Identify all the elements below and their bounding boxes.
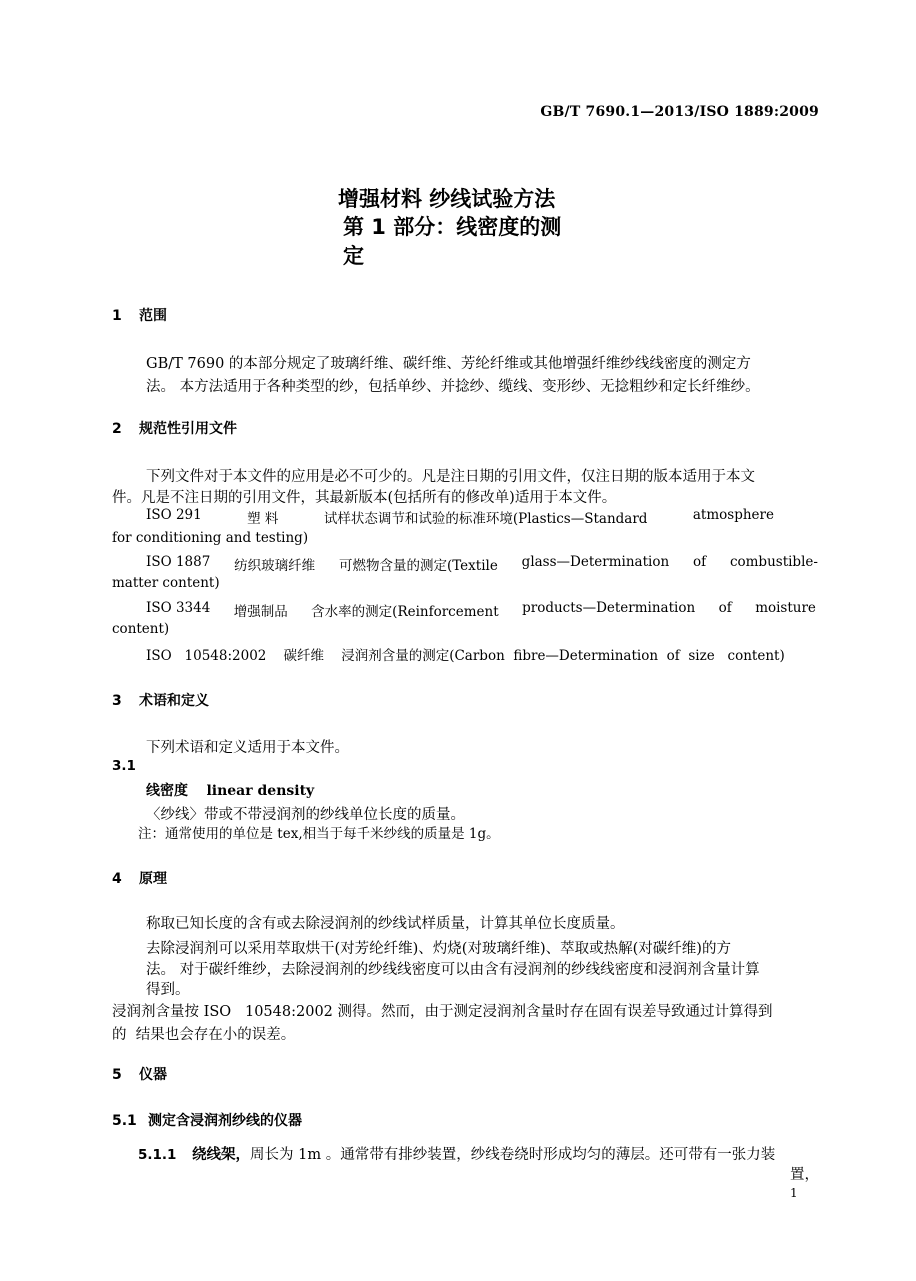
item-number: 5.1.1 (138, 1147, 177, 1163)
reference-code: ISO 1887 (146, 554, 211, 570)
principle-paragraph-3-line-2: 的 结果也会存在小的误差。 (112, 1027, 296, 1043)
section-heading-principle (112, 868, 167, 888)
principle-paragraph-2-line-3: 得到。 (146, 982, 190, 998)
reference-title: products—Determination (522, 600, 696, 616)
term-definition: 〈纱线〉带或不带浸润剂的纱线单位长度的质量。 (146, 807, 465, 823)
reference-title-zh: 增强制品 (233, 604, 288, 620)
reference-iso-1887-cont: matter content) (112, 575, 220, 591)
reference-iso-291 (146, 507, 774, 527)
term-number: 3.1 (112, 758, 136, 774)
term-en: linear density (206, 783, 315, 799)
item-5-1-1-cont: 置， (790, 1167, 819, 1183)
terms-intro: 下列术语和定义适用于本文件。 (146, 740, 349, 756)
reference-iso-3344 (146, 600, 816, 620)
reference-iso-3344-cont: content) (112, 621, 170, 637)
section-heading-apparatus (112, 1064, 167, 1084)
reference-title: atmosphere (692, 507, 774, 523)
reference-title: glass—Determination (521, 554, 670, 570)
reference-title: 试样状态调节和试验的标准环境(Plastics—Standard (323, 511, 648, 527)
subsection-heading-5-1 (112, 1110, 302, 1130)
reference-iso-291-cont: for conditioning and testing) (112, 530, 309, 546)
section-heading-scope (112, 305, 167, 325)
reference-title: of (718, 600, 732, 616)
section-number: 3 (112, 693, 122, 709)
reference-title: 可燃物含量的测定(Textile (338, 558, 498, 574)
section-number: 4 (112, 871, 122, 887)
reference-iso-1887 (146, 554, 818, 574)
section-title: 术语和定义 (139, 693, 209, 709)
reference-title-zh: 纺织玻璃纤维 (234, 558, 316, 574)
principle-paragraph-2-line-2: 法。 对于碳纤维纱，去除浸润剂的纱线线密度可以由含有浸润剂的纱线线密度和浸润剂含量计算 (146, 962, 760, 978)
principle-paragraph-1: 称取已知长度的含有或去除浸润剂的纱线试样质量，计算其单位长度质量。 (146, 916, 625, 932)
principle-paragraph-3-line-1: 浸润剂含量按 ISO 10548:2002 测得。然而，由于测定浸润剂含量时存在固有误差导致通过计算得到 (112, 1004, 773, 1020)
section-number: 5 (112, 1067, 122, 1083)
section-number: 1 (112, 308, 122, 324)
reference-code: ISO 3344 (146, 600, 211, 616)
term-note: 注：通常使用的单位是 tex,相当于每千米纱线的质量是 1g。 (138, 826, 500, 842)
section-number: 2 (112, 421, 122, 437)
section-title: 仪器 (139, 1067, 167, 1083)
item-5-1-1 (138, 1143, 775, 1164)
section-title: 范围 (139, 308, 167, 324)
references-intro-line-2: 件。凡是不注日期的引用文件，其最新版本(包括所有的修改单)适用于本文件。 (112, 490, 617, 506)
reference-title: of (692, 554, 707, 570)
reference-title: moisture (755, 600, 816, 616)
references-intro-line-1: 下列文件对于本文件的应用是必不可少的。凡是注日期的引用文件，仅注日期的版本适用于本文 (146, 469, 755, 485)
document-title-line-2: 第 1 部分：线密度的测 (343, 215, 562, 239)
document-title-line-3: 定 (343, 244, 364, 268)
reference-title: combustible- (729, 554, 818, 570)
section-heading-terms (112, 690, 209, 710)
standard-number: GB/T 7690.1—2013/ISO 1889:2009 (540, 104, 819, 120)
item-term: 绕线架， (192, 1147, 250, 1163)
reference-iso-10548: ISO 10548:2002 碳纤维 浸润剂含量的测定(Carbon fibre—Determination of size content) (146, 648, 785, 664)
section-title: 原理 (139, 871, 167, 887)
term-entry (146, 780, 314, 800)
document-title-line-1: 增强材料 纱线试验方法 (338, 187, 556, 211)
reference-title: 含水率的测定(Reinforcement (311, 604, 499, 620)
subsection-number: 5.1 (112, 1113, 137, 1129)
scope-paragraph-line-2: 法。 本方法适用于各种类型的纱，包括单纱、并捻纱、缆线、变形纱、无捻粗纱和定长纤维纱。 (146, 379, 760, 395)
reference-title-zh: 塑 料 (247, 511, 279, 527)
subsection-title: 测定含浸润剂纱线的仪器 (148, 1113, 302, 1129)
scope-paragraph-line-1: GB/T 7690 的本部分规定了玻璃纤维、碳纤维、芳纶纤维或其他增强纤维纱线线密度的测定方 (146, 356, 751, 372)
section-title: 规范性引用文件 (139, 421, 237, 437)
section-heading-normative-references (112, 418, 237, 438)
item-text: 周长为 1m 。通常带有排纱装置，纱线卷绕时形成均匀的薄层。还可带有一张力装 (250, 1147, 776, 1163)
page-number: 1 (790, 1186, 798, 1200)
term-zh: 线密度 (146, 783, 188, 799)
reference-code: ISO 291 (146, 507, 202, 523)
principle-paragraph-2-line-1: 去除浸润剂可以采用萃取烘干(对芳纶纤维)、灼烧(对玻璃纤维)、萃取或热解(对碳纤维)的方 (146, 941, 731, 957)
